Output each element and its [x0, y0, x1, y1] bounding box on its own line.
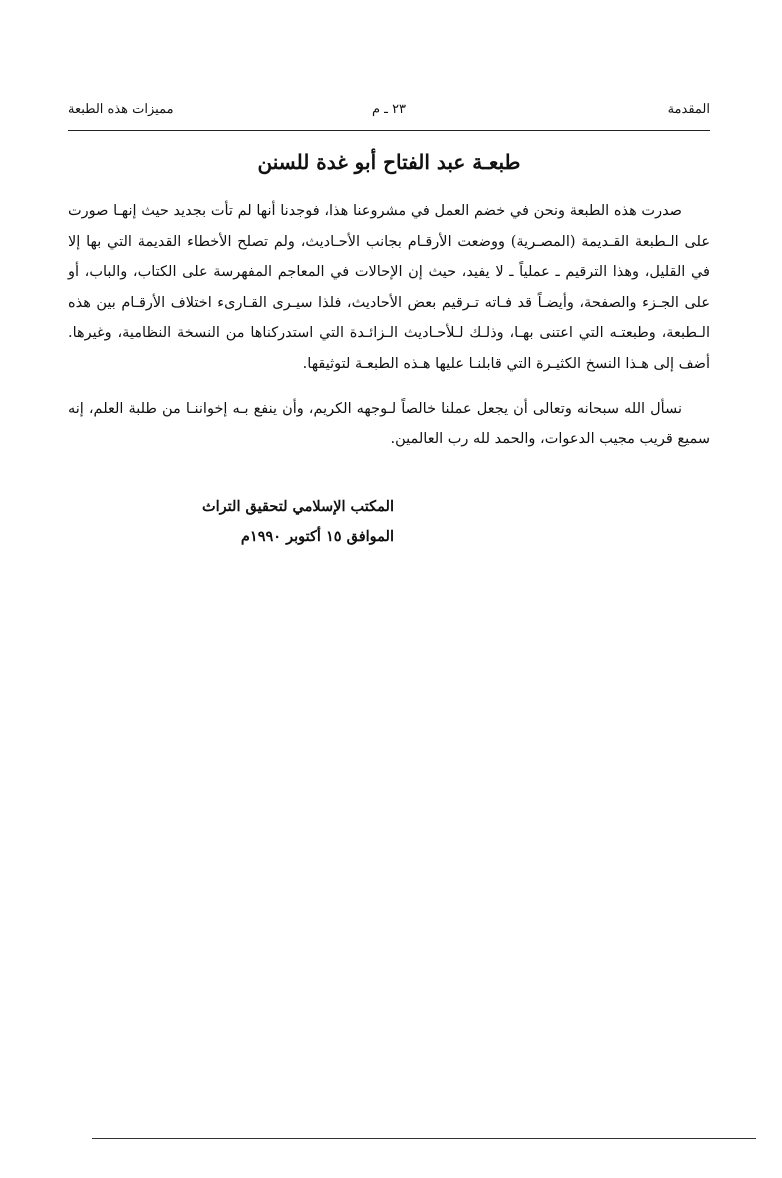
signature-date: الموافق ١٥ أكتوبر ١٩٩٠م	[240, 528, 394, 545]
page-number: ٢٣ ـ م	[371, 102, 407, 117]
paragraph-edition-description: صدرت هذه الطبعة ونحن في خضم العمل في مشروعنا هذا، فوجدنا أنها لم تأت بجديد حيث إنهـا صورت على الـطبعة القـديمة (المصـرية) ووضعت الأرقـام بجانب الأحـاديث، ولم تصلح الأخطاء القديمة التي بها إلا في القليل، وهذا الترقيم ـ عملياً ـ لا يفيد، حيث إن الإحالات في المعاجم المفهرسة على الكتاب، والباب، أو على الجـزء والصفحة، وأيضـاً قد فـاته تـرقيم بعض الأحاديث، فلذا سيـرى القـارىء اختلاف الأرقـام بين هذه الـطبعة، وطبعتـه التي اعتنى بهـا، وذلـك لـلأحـاديث الـزائـدة التي استدركناها من النسخة النظامية، وغيرها. أضف إلى هـذا النسخ الكثيـرة التي قابلنـا عليها هـذه الطبعـة لتوثيقها.	[68, 203, 710, 372]
section-title: طبعـة عبد الفتاح أبو غدة للسنن	[257, 150, 521, 174]
signature-block	[202, 492, 394, 552]
running-head-chapter: مميزات هذه الطبعة	[68, 102, 174, 117]
running-head	[68, 102, 710, 124]
paragraph-closing-prayer: نسأل الله سبحانه وتعالى أن يجعل عملنا خالصاً لـوجهه الكريم، وأن ينفع بـه إخواننـا من طلبة العلم، إنه سميع قريب مجيب الدعوات، والحمد لله رب العالمين.	[68, 400, 710, 448]
header-rule	[68, 130, 710, 131]
footer-rule	[92, 1138, 756, 1139]
signature-organization: المكتب الإسلامي لتحقيق التراث	[201, 498, 394, 515]
body-text	[68, 196, 710, 455]
running-head-section: المقدمة	[667, 102, 710, 117]
